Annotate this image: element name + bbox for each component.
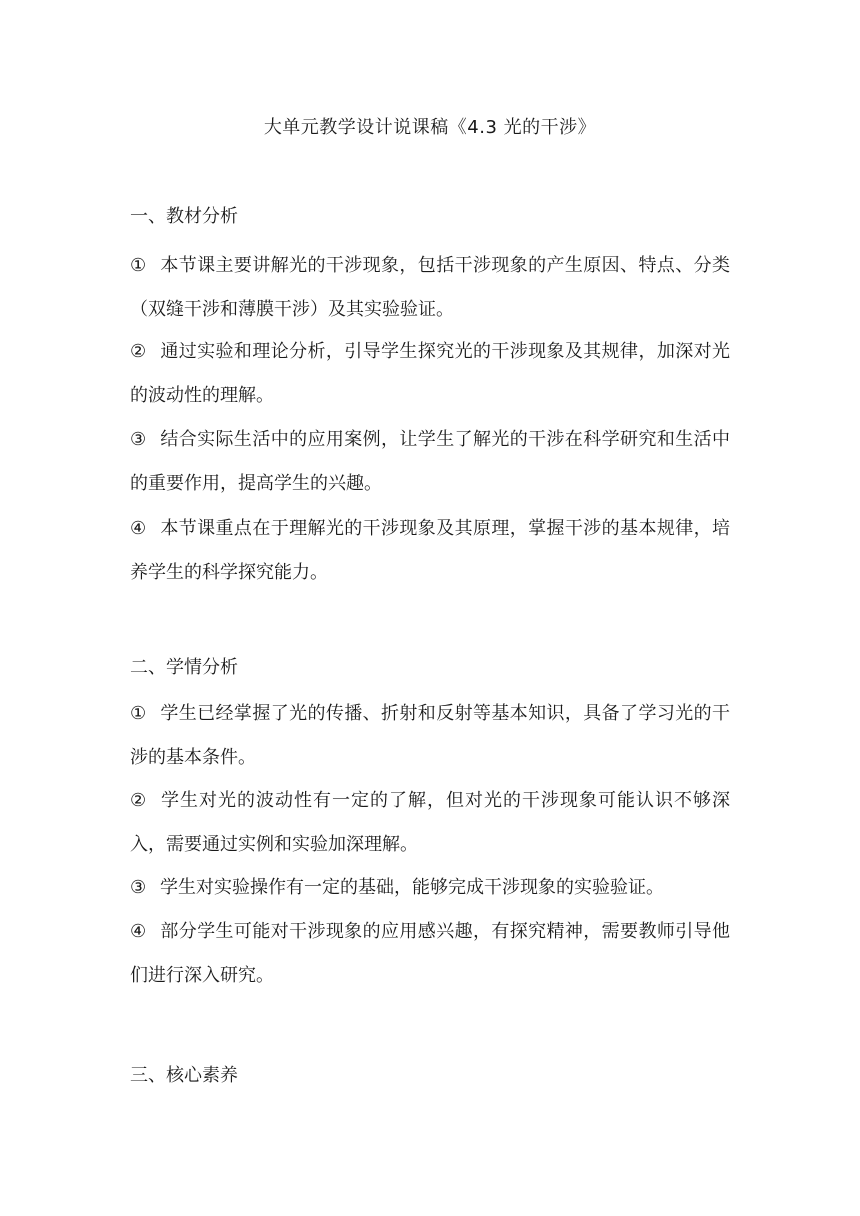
item-marker: ④ xyxy=(130,518,147,539)
item-marker: ④ xyxy=(130,921,147,942)
section-heading-core-competencies: 三、核心素养 xyxy=(130,1065,238,1086)
item-text: 学生对实验操作有一定的基础，能够完成干涉现象的实验验证。 xyxy=(160,877,664,898)
item-text: 结合实际生活中的应用案例，让学生了解光的干涉在科学研究和生活中的重要作用，提高学生的兴趣。 xyxy=(130,429,730,494)
item-text: 本节课重点在于理解光的干涉现象及其原理，掌握干涉的基本规律，培养学生的科学探究能力。 xyxy=(130,518,730,583)
list-item xyxy=(130,692,730,779)
list-item xyxy=(130,866,730,910)
item-text: 部分学生可能对干涉现象的应用感兴趣，有探究精神，需要教师引导他们进行深入研究。 xyxy=(130,921,730,986)
item-marker: ③ xyxy=(130,429,147,450)
list-item xyxy=(130,330,730,417)
item-marker: ② xyxy=(130,790,147,811)
item-marker: ③ xyxy=(130,877,147,898)
list-item xyxy=(130,910,730,997)
item-text: 通过实验和理论分析，引导学生探究光的干涉现象及其规律，加深对光的波动性的理解。 xyxy=(130,341,730,406)
list-item xyxy=(130,507,730,594)
item-text: 学生已经掌握了光的传播、折射和反射等基本知识，具备了学习光的干涉的基本条件。 xyxy=(130,703,730,768)
list-item xyxy=(130,244,730,331)
section-heading-learner-analysis: 二、学情分析 xyxy=(130,657,238,678)
item-marker: ① xyxy=(130,255,147,276)
item-marker: ① xyxy=(130,703,147,724)
item-text: 本节课主要讲解光的干涉现象，包括干涉现象的产生原因、特点、分类（双缝干涉和薄膜干涉）及其实验验证。 xyxy=(130,255,730,320)
item-marker: ② xyxy=(130,341,147,362)
section-heading-textbook-analysis: 一、教材分析 xyxy=(130,206,238,227)
list-item xyxy=(130,779,730,866)
list-item xyxy=(130,418,730,505)
item-text: 学生对光的波动性有一定的了解，但对光的干涉现象可能认识不够深入，需要通过实例和实验加深理解。 xyxy=(130,790,730,855)
document-title: 大单元教学设计说课稿《4.3 光的干涉》 xyxy=(263,117,597,138)
